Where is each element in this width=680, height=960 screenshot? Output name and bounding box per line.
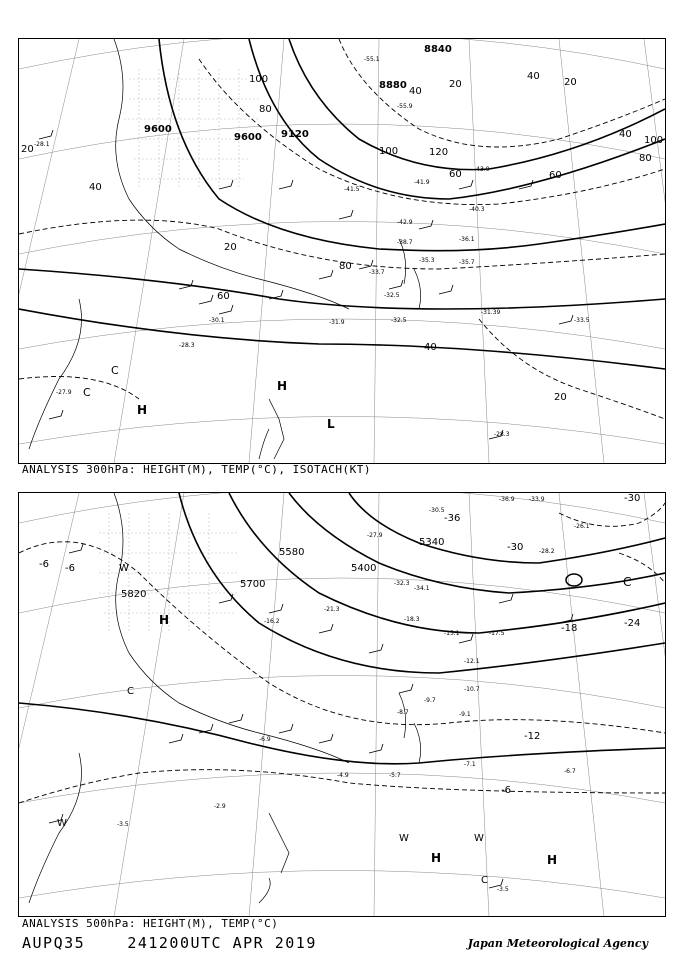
temp-label: -36.1 <box>459 236 475 243</box>
temp-label: -28.2 <box>539 548 555 555</box>
temp-label: -3.5 <box>497 886 509 893</box>
temp-label: -9.1 <box>459 711 471 718</box>
temp-label: -4.9 <box>337 772 349 779</box>
isotach-label: 20 <box>224 242 237 253</box>
height-label: 9600 <box>144 124 172 135</box>
temp-label: -32.3 <box>394 580 410 587</box>
isotach-label: 120 <box>429 147 449 158</box>
temp-contours <box>19 503 665 803</box>
isotach-label: 80 <box>639 153 652 164</box>
agency-name: Japan Meteorological Agency <box>467 937 648 950</box>
temp-label: -32.5 <box>384 292 400 299</box>
graticule <box>19 493 665 917</box>
temp-contour-label: -30 <box>507 542 524 553</box>
temp-label: -7.1 <box>464 761 476 768</box>
isotach-label: 100 <box>644 135 664 146</box>
temp-label: -12.1 <box>464 658 480 665</box>
temp-label: -26.1 <box>574 523 590 530</box>
wind-barbs <box>39 130 573 439</box>
cold-center: C <box>481 875 488 886</box>
height-label: 5400 <box>351 563 377 574</box>
high-center: H <box>431 851 442 865</box>
isotach-label: 100 <box>249 74 269 85</box>
isotach-label: 40 <box>409 86 422 97</box>
chart-300hpa <box>18 38 666 464</box>
high-center: H <box>159 613 170 627</box>
temp-label: -17.5 <box>489 630 505 637</box>
isotachs <box>19 39 665 419</box>
temp-label: -31.9 <box>329 319 345 326</box>
high-center: H <box>547 853 558 867</box>
isotach-label: 60 <box>449 169 462 180</box>
isotach-label: 40 <box>89 182 102 193</box>
temp-label: -41.5 <box>344 186 360 193</box>
temp-label: -28.1 <box>34 141 50 148</box>
isotach-label: 20 <box>21 144 34 155</box>
temp-label: -3.5 <box>117 821 129 828</box>
temp-contour-label: -36 <box>444 513 461 524</box>
cold-center: C <box>83 386 91 399</box>
temp-label: -2.9 <box>214 803 226 810</box>
temp-label: -8.7 <box>397 709 409 716</box>
temp-label: -43.9 <box>474 166 490 173</box>
temp-label: -5.7 <box>389 772 401 779</box>
temp-label: -38.7 <box>397 239 413 246</box>
temp-label: -15.1 <box>444 630 460 637</box>
isotach-label: 20 <box>564 77 577 88</box>
temp-label: -33.5 <box>574 317 590 324</box>
temp-label: -10.7 <box>464 686 480 693</box>
isotach-label: 80 <box>339 261 352 272</box>
temp-label: -21.3 <box>324 606 340 613</box>
isotach-label: 100 <box>379 146 399 157</box>
height-label: 5580 <box>279 547 305 558</box>
temp-label: -18.3 <box>404 616 420 623</box>
temp-label: -42.9 <box>397 219 413 226</box>
temp-label: -34.1 <box>414 585 430 592</box>
temp-label: -28.3 <box>179 342 195 349</box>
chart-500hpa-map <box>19 493 665 917</box>
temp-label: -6.7 <box>564 768 576 775</box>
isotach-label: 60 <box>217 291 230 302</box>
chart-500hpa <box>18 492 666 917</box>
temp-label: -27.9 <box>367 532 383 539</box>
height-label: 9600 <box>234 132 262 143</box>
chart-500hpa-caption: ANALYSIS 500hPa: HEIGHT(M), TEMP(°C) <box>22 917 279 930</box>
chart-300hpa-caption: ANALYSIS 300hPa: HEIGHT(M), TEMP(°C), ISOTACH(KT) <box>22 463 372 476</box>
height-label: 8880 <box>379 80 407 91</box>
temp-contour-label: -6 <box>501 785 511 796</box>
isotach-label: 20 <box>554 392 567 403</box>
temp-contour-label: -30 <box>624 493 641 504</box>
isotach-label: 40 <box>619 129 632 140</box>
high-center: H <box>277 379 288 393</box>
warm-center: W <box>119 563 129 574</box>
temp-contour-label: -18 <box>561 623 578 634</box>
temp-contour-label: -24 <box>624 618 641 629</box>
isotach-label: 40 <box>527 71 540 82</box>
temp-label: -33.7 <box>369 269 385 276</box>
temp-label: -27.9 <box>56 389 72 396</box>
temp-label: -30.5 <box>429 507 445 514</box>
height-label: 5340 <box>419 537 445 548</box>
temp-contour-label: -12 <box>524 731 541 742</box>
temp-label: -33.9 <box>529 496 545 503</box>
temp-contour-label: -6 <box>65 563 75 574</box>
isotach-label: 40 <box>424 342 437 353</box>
cold-center: C <box>111 364 119 377</box>
low-center: L <box>327 417 335 431</box>
warm-center: W <box>474 833 484 844</box>
temp-label: -32.5 <box>391 317 407 324</box>
height-label: 5820 <box>121 589 147 600</box>
temp-label: -9.7 <box>424 697 436 704</box>
high-center: H <box>137 403 148 417</box>
warm-center: W <box>399 833 409 844</box>
temp-label: -35.7 <box>459 259 475 266</box>
temp-label: -30.1 <box>209 317 225 324</box>
temp-label: -36.9 <box>499 496 515 503</box>
product-header <box>22 934 317 952</box>
temp-label: -16.2 <box>264 618 280 625</box>
temp-label: -40.3 <box>469 206 485 213</box>
cold-center: C <box>623 575 632 589</box>
chart-300hpa-map <box>19 39 665 463</box>
isotach-label: 60 <box>549 170 562 181</box>
height-label: 5700 <box>240 579 266 590</box>
height-label: 8840 <box>424 44 452 55</box>
isotach-label: 20 <box>449 79 462 90</box>
temp-label: -41.9 <box>414 179 430 186</box>
temp-label: -31.39 <box>481 309 501 316</box>
temp-contour-label: -6 <box>39 559 49 570</box>
temp-label: -55.1 <box>364 56 380 63</box>
product-code: AUPQ35 <box>22 934 86 952</box>
warm-center: W <box>57 818 67 829</box>
temp-label: -6.9 <box>259 736 271 743</box>
analysis-datetime: 241200UTC APR 2019 <box>127 934 317 952</box>
temp-label: -28.3 <box>494 431 510 438</box>
cold-center: C <box>127 686 134 697</box>
temp-label: -35.3 <box>419 257 435 264</box>
height-label: 9120 <box>281 129 309 140</box>
isotach-label: 80 <box>259 104 272 115</box>
graticule <box>19 39 665 463</box>
temp-label: -55.9 <box>397 103 413 110</box>
